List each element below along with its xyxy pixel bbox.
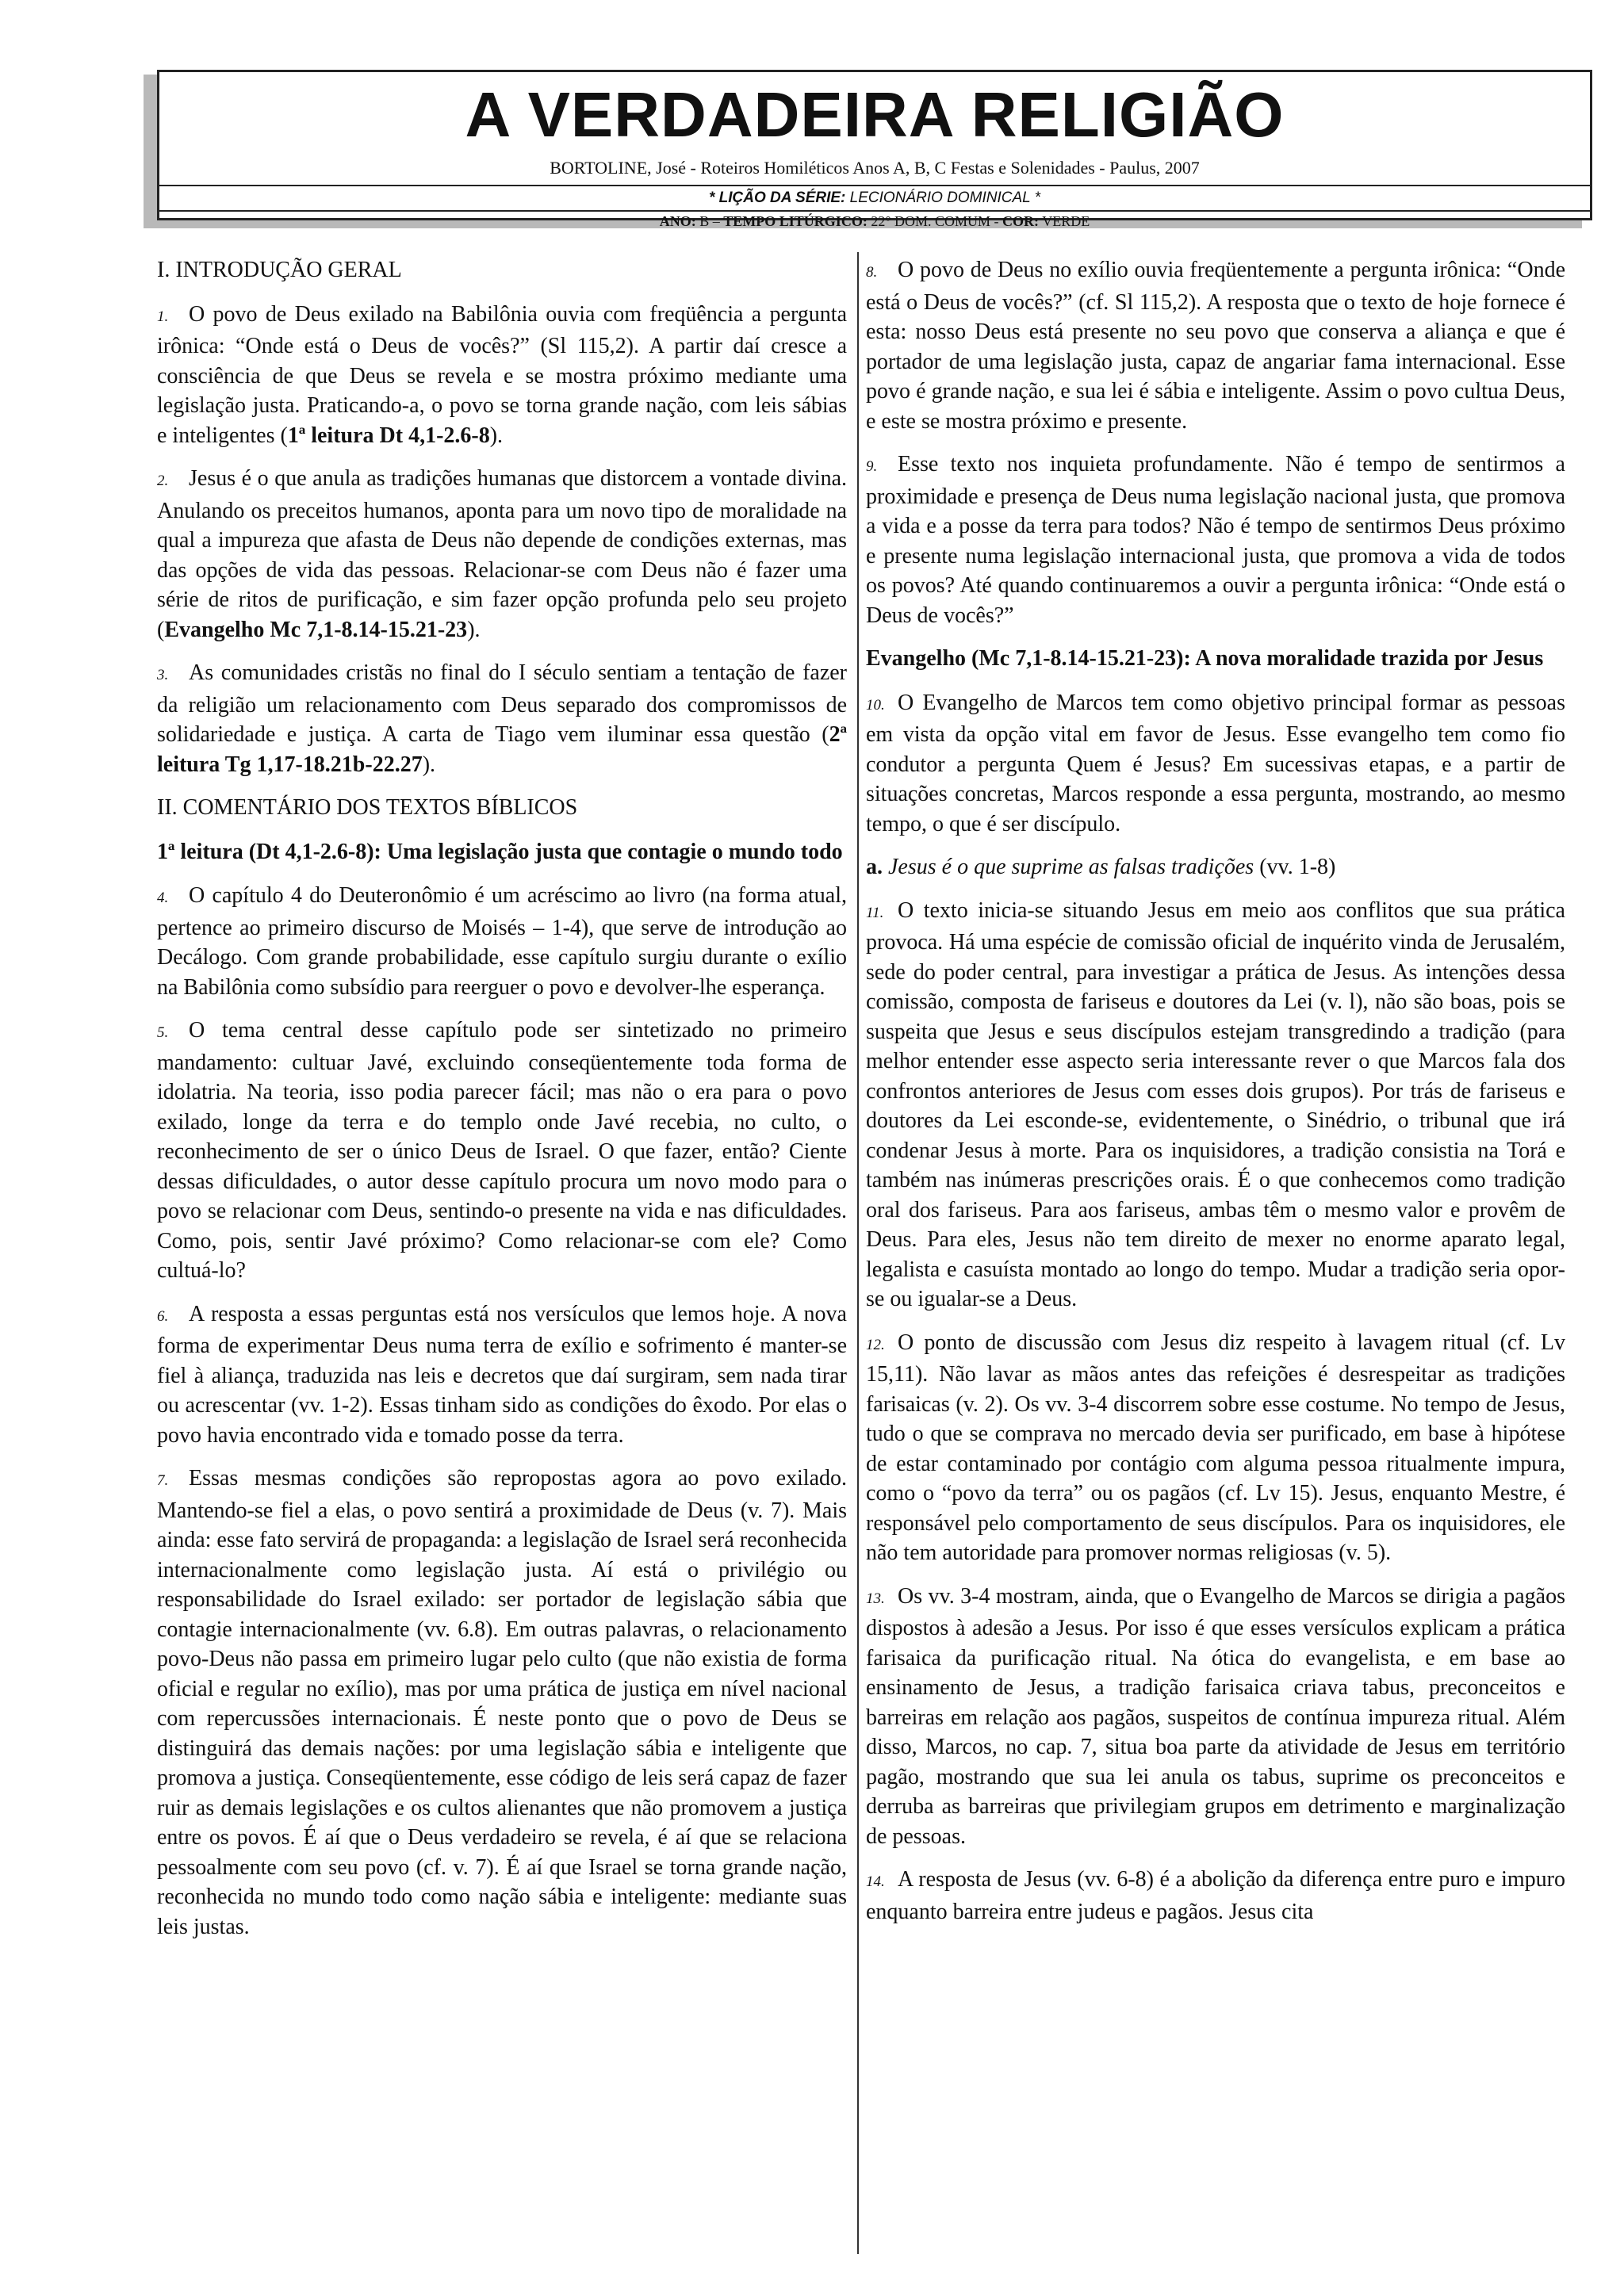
subsection-heading: Evangelho (Mc 7,1-8.14-15.21-23): A nova moralidade trazida por Jesus xyxy=(866,646,1544,671)
paragraph-text: A resposta a essas perguntas está nos versículos que lemos hoje. A nova forma de experimentar Deus numa terra de exílio e sofrimento é manter-se fiel à aliança, traduzida nas leis e decretos que daí surgiram, sem nada tirar ou acrescentar (vv. 1-2). Essas tinham sido as condições do êxodo. Por elas o povo havia encontrado vida e tomado posse da terra. xyxy=(157,1301,847,1448)
subsection-verses: (vv. 1-8) xyxy=(1254,855,1336,879)
paragraph-13 xyxy=(866,1582,1565,1852)
right-column xyxy=(866,255,1565,1940)
paragraph-text: O capítulo 4 do Deuteronômio é um acréscimo ao livro (na forma atual, pertence ao primeiro discurso de Moisés – 1-4), que serve de introdução ao Decálogo. Com grande probabilidade, esse capítulo surgiu durante o exílio na Babilônia como subsídio para reerguer o povo e devolver-lhe esperança. xyxy=(157,883,847,1000)
paragraph-number: 1. xyxy=(157,308,169,325)
paragraph-text: Jesus é o que anula as tradições humanas que distorcem a vontade divina. Anulando os preceitos humanos, aponta para um novo tipo de moralidade na qual a impureza que afasta de Deus não depende de condições externas, mas das opções de vida das pessoas. Relacionar-se com Deus não é fazer uma série de ritos de purificação, e sim fazer opção profunda pelo seu projeto ( xyxy=(157,466,847,642)
paragraph-text: A resposta de Jesus (vv. 6-8) é a abolição da diferença entre puro e impuro enquanto barreira entre judeus e pagãos. Jesus cita xyxy=(866,1867,1565,1924)
tempo-label: TEMPO LITÚRGICO: xyxy=(723,213,868,229)
page-title: A VERDADEIRA RELIGIÃO xyxy=(465,79,1285,150)
liturgy-meta xyxy=(159,210,1590,230)
section-heading: I. INTRODUÇÃO GERAL xyxy=(157,258,402,282)
paragraph-text: O povo de Deus no exílio ouvia freqüentemente a pergunta irônica: “Onde está o Deus de vocês?” (cf. Sl 115,2). A resposta que o texto de hoje fornece é esta: nosso Deus está presente no seu povo que conserva a aliança e que é portador de uma legislação justa, capaz de angariar fama internacional. Esse povo é grande nação, e sua lei é sábia e inteligente. Assim o povo cultua Deus, e este se mostra próximo e presente. xyxy=(866,258,1565,434)
paragraph-4 xyxy=(157,881,847,1002)
paragraph-text: O texto inicia-se situando Jesus em meio aos conflitos que sua prática provoca. Há uma espécie de comissão oficial de inquérito vinda de Jerusalém, sede do poder central, para investigar a prática de Jesus. As intenções dessa comissão, composta de fariseus e doutores da Lei (v. l), não são boas, pois se suspeita que Jesus e seus discípulos estejam transgredindo a tradição (para melhor entender esse aspecto seria interessante rever o que Marcos fala dos confrontos anteriores de Jesus com esses dois grupos). Por trás de fariseus e doutores da Lei esconde-se, evidentemente, o Sinédrio, o tribunal que irá condenar Jesus à morte. Para os inquisidores, a tradição consistia na Torá e também nas inúmeras prescrições orais. É o que conhecemos como tradição oral dos fariseus. Para aos fariseus, ambas têm o mesmo valor e provêm de Deus. Para eles, Jesus não tem direito de mexer no enorme aparato legal, legalista e casuísta montado ao longo do tempo. Mudar a tradição seria opor-se ou igualar-se a Deus. xyxy=(866,897,1565,1311)
paragraph-14 xyxy=(866,1865,1565,1927)
paragraph-7 xyxy=(157,1464,847,1942)
paragraph-text: Essas mesmas condições são repropostas agora ao povo exilado. Mantendo-se fiel a elas, o povo sentirá a proximidade de Deus (v. 7). Mais ainda: esse fato servirá de propaganda: a legislação de Israel será reconhecida internacionalmente como legislação justa. Aí está o privilégio ou responsabilidade do Israel exilado: ser portador de legislação sábia que contagie internacionalmente (vv. 6.8). Em outras palavras, o relacionamento povo-Deus não passa em primeiro lugar pelo culto (que não existia de forma oficial e regular no exílio), mas por uma prática de justiça em nível nacional com repercussões internacionais. É neste ponto que o povo de Deus se distinguirá das demais nações: por uma legislação sábia e inteligente que promova a justiça. Conseqüentemente, esse código de leis será capaz de fazer ruir as demais legislações e os cultos alienantes que não promovem a justiça entre os povos. É aí que o Deus verdadeiro se revela, é aí que se relaciona pessoalmente com seu povo (cf. v. 7). É aí que Israel se torna grande nação, reconhecida no mundo todo como nação sábia e inteligente: mediante suas leis justas. xyxy=(157,1466,847,1939)
paragraph-number: 5. xyxy=(157,1024,169,1041)
reading-reference: 1ª leitura Dt 4,1-2.6-8 xyxy=(287,423,490,448)
column-divider xyxy=(857,252,859,2254)
paragraph-number: 4. xyxy=(157,890,169,906)
serie-value: LECIONÁRIO DOMINICAL * xyxy=(849,189,1041,206)
paragraph-9 xyxy=(866,450,1565,630)
paragraph-text: As comunidades cristãs no final do I século sentiam a tentação de fazer da religião um relacionamento com Deus separado dos compromissos de solidariedade e justiça. A carta de Tiago vem iluminar essa questão ( xyxy=(157,660,847,747)
subsection-letter: a. xyxy=(866,855,883,879)
subsection-heading: 1ª leitura (Dt 4,1-2.6-8): Uma legislação justa que contagie o mundo todo xyxy=(157,839,843,864)
paragraph-number: 7. xyxy=(157,1472,169,1489)
reading-reference: 2ª leitura Tg 1,17-18.21b-22.27 xyxy=(157,722,847,777)
paragraph-end: ). xyxy=(422,752,436,777)
paragraph-5 xyxy=(157,1016,847,1286)
header-box xyxy=(157,70,1592,229)
tempo-value: 22° DOM. COMUM - xyxy=(871,213,999,229)
paragraph-number: 10. xyxy=(866,696,885,714)
reading-reference: Evangelho Mc 7,1-8.14-15.21-23 xyxy=(164,617,468,642)
subsection-title: Jesus é o que suprime as falsas tradições xyxy=(888,855,1254,879)
paragraph-text: O povo de Deus exilado na Babilônia ouvia com freqüência a pergunta irônica: “Onde está o Deus de vocês?” (Sl 115,2). A partir daí cresce a consciência de que Deus se revela e se mostra próximo mediante uma legislação justa. Praticando-a, o povo se torna grande nação, com leis sábias e inteligentes ( xyxy=(157,301,847,448)
paragraph-text: Esse texto nos inquieta profundamente. Não é tempo de sentirmos a proximidade e presença de Deus numa legislação nacional justa, que promova a vida e a posse da terra para todos? Não é tempo de sentirmos Deus próximo e presente numa legislação internacional justa, que promova a vida de todos os povos? Até quando continuaremos a ouvir a pergunta irônica: “Onde está o Deus de vocês?” xyxy=(866,452,1565,628)
paragraph-11 xyxy=(866,896,1565,1314)
serie-line xyxy=(159,185,1590,207)
paragraph-number: 13. xyxy=(866,1590,885,1607)
paragraph-text: O tema central desse capítulo pode ser sintetizado no primeiro mandamento: cultuar Javé, excluindo conseqüentemente toda forma de idolatria. Na teoria, isso podia parecer fácil; mas não o era para o povo exilado, longe da terra e do templo onde Javé recebia, no culto, o reconhecimento de ser o único Deus de Israel. O que fazer, então? Ciente dessas dificuldades, o autor desse capítulo procura um novo modo para o povo se relacionar com Deus, sentindo-o presente na vida e nas dificuldades. Como, pois, sentir Javé próximo? Como relacionar-se com ele? Como cultuá-lo? xyxy=(157,1018,847,1283)
section-heading: II. COMENTÁRIO DOS TEXTOS BÍBLICOS xyxy=(157,795,578,820)
subsection-a xyxy=(866,852,1565,882)
serie-label: * LIÇÃO DA SÉRIE: xyxy=(708,189,846,206)
paragraph-end: ). xyxy=(489,423,504,448)
source-reference: BORTOLINE, José - Roteiros Homiléticos Anos A, B, C Festas e Solenidades - Paulus, 2007 xyxy=(550,158,1200,178)
paragraph-6 xyxy=(157,1299,847,1451)
paragraph-1 xyxy=(157,300,847,451)
paragraph-2 xyxy=(157,464,847,645)
paragraph-10 xyxy=(866,688,1565,840)
ano-value: B – xyxy=(699,213,720,229)
cor-label: COR: xyxy=(1002,213,1040,229)
paragraph-text: O ponto de discussão com Jesus diz respeito à lavagem ritual (cf. Lv 15,11). Não lavar as mãos antes das refeições é desrespeitar as tradições farisaicas (v. 2). Os vv. 3-4 discorrem sobre esse costume. No tempo de Jesus, tudo o que se comprava no mercado devia ser purificado, em base à hipótese de estar contaminado por contágio com alguma pessoa ritualmente impura, como o “povo da terra” ou os pagãos (cf. Lv 15). Jesus, enquanto Mestre, é responsável pelo comportamento de seus discípulos. Para os inquisidores, ele não tem autoridade para promover normas religiosas (v. 5). xyxy=(866,1330,1565,1565)
paragraph-3 xyxy=(157,658,847,779)
ano-label: ANO: xyxy=(659,213,696,229)
cor-value: VERDE xyxy=(1042,213,1090,229)
paragraph-number: 12. xyxy=(866,1336,885,1353)
paragraph-number: 8. xyxy=(866,264,878,281)
paragraph-number: 3. xyxy=(157,667,169,683)
paragraph-number: 2. xyxy=(157,473,169,489)
paragraph-8 xyxy=(866,255,1565,436)
paragraph-number: 11. xyxy=(866,904,884,921)
paragraph-number: 14. xyxy=(866,1873,885,1890)
paragraph-end: ). xyxy=(467,617,481,642)
paragraph-number: 6. xyxy=(157,1307,169,1325)
paragraph-number: 9. xyxy=(866,458,878,475)
left-column xyxy=(157,255,847,1955)
paragraph-text: Os vv. 3-4 mostram, ainda, que o Evangelho de Marcos se dirigia a pagãos dispostos à adesão a Jesus. Por isso é que esses versículos explicam a prática farisaica da purificação ritual. Na ótica do evangelista, e em base ao ensinamento de Jesus, a tradição farisaica criava tabus, preconceitos e barreiras em relação aos pagãos, suspeitos de contínua impureza ritual. Além disso, Marcos, no cap. 7, situa boa parte da atividade de Jesus em território pagão, mostrando que sua lei anula os tabus, suprime os preconceitos e derruba as barreiras que privilegiam grupos em detrimento e marginalização de pessoas. xyxy=(866,1583,1565,1849)
paragraph-12 xyxy=(866,1328,1565,1568)
paragraph-text: O Evangelho de Marcos tem como objetivo principal formar as pessoas em vista da opção vital em favor de Jesus. Esse evangelho tem como fio condutor a pergunta Quem é Jesus? Em sucessivas etapas, e a partir de situações concretas, Marcos responde a essa pergunta, mostrando, ao mesmo tempo, o que é ser discípulo. xyxy=(866,690,1565,836)
